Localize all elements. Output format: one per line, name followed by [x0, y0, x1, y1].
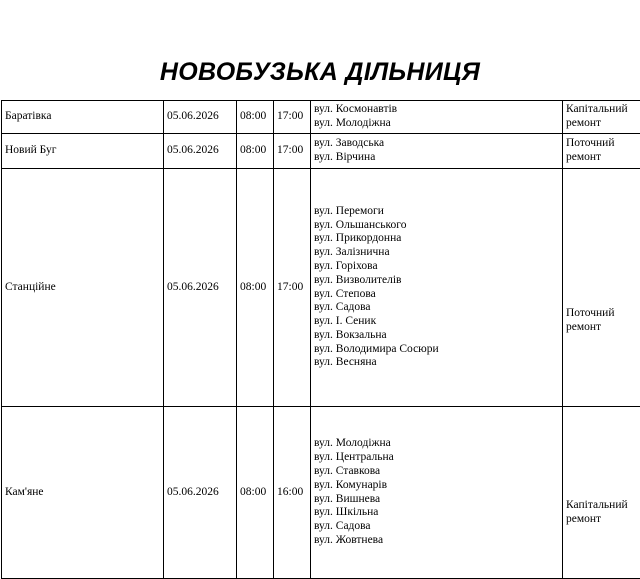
work-type-cell — [563, 407, 640, 579]
street-item: вул. Садова — [314, 301, 559, 315]
streets-cell — [311, 101, 563, 134]
street-item: вул. Космонавтів — [314, 103, 559, 117]
work-type-line: Поточний — [566, 137, 640, 151]
street-item: вул. Ольшанського — [314, 219, 559, 233]
work-type-line: Капітальний — [566, 103, 640, 117]
outage-schedule-table — [1, 100, 640, 579]
streets-cell — [311, 407, 563, 579]
date-cell: 05.06.2026 — [164, 407, 237, 579]
end-time-cell: 16:00 — [274, 407, 311, 579]
end-time-cell: 17:00 — [274, 101, 311, 134]
end-time-cell: 17:00 — [274, 169, 311, 407]
work-type-line: Капітальний — [566, 499, 640, 513]
work-type-line: Поточний — [566, 307, 640, 321]
street-item: вул. Горіхова — [314, 260, 559, 274]
work-type-line: ремонт — [566, 151, 640, 165]
work-type-line: ремонт — [566, 321, 640, 335]
work-type-line: ремонт — [566, 513, 640, 527]
street-item: вул. Заводська — [314, 137, 559, 151]
street-item: вул. Володимира Сосюри — [314, 343, 559, 357]
street-item: вул. Прикордонна — [314, 232, 559, 246]
street-item: вул. Шкільна — [314, 506, 559, 520]
start-time-cell: 08:00 — [237, 407, 274, 579]
streets-cell — [311, 134, 563, 169]
streets-cell — [311, 169, 563, 407]
street-item: вул. Вишнева — [314, 493, 559, 507]
street-item: вул. Молодіжна — [314, 437, 559, 451]
work-type-cell — [563, 101, 640, 134]
work-type-cell — [563, 134, 640, 169]
street-item: вул. Жовтнева — [314, 534, 559, 548]
street-item: вул. Вірчина — [314, 151, 559, 165]
street-item: вул. Садова — [314, 520, 559, 534]
street-item: вул. Комунарів — [314, 479, 559, 493]
table-row — [2, 407, 640, 579]
street-item: вул. Залізнична — [314, 246, 559, 260]
start-time-cell: 08:00 — [237, 101, 274, 134]
settlement-cell: Баратівка — [2, 101, 164, 134]
start-time-cell: 08:00 — [237, 169, 274, 407]
street-item: вул. Центральна — [314, 451, 559, 465]
date-cell: 05.06.2026 — [164, 101, 237, 134]
table-row — [2, 134, 640, 169]
date-cell: 05.06.2026 — [164, 134, 237, 169]
settlement-cell: Кам'яне — [2, 407, 164, 579]
street-item: вул. Вокзальна — [314, 329, 559, 343]
settlement-cell: Новий Буг — [2, 134, 164, 169]
start-time-cell: 08:00 — [237, 134, 274, 169]
street-item: вул. Степова — [314, 288, 559, 302]
date-cell: 05.06.2026 — [164, 169, 237, 407]
street-item: вул. Визволителів — [314, 274, 559, 288]
street-item: вул. І. Сеник — [314, 315, 559, 329]
street-item: вул. Перемоги — [314, 205, 559, 219]
settlement-cell: Станційне — [2, 169, 164, 407]
table-row — [2, 101, 640, 134]
work-type-line: ремонт — [566, 117, 640, 131]
end-time-cell: 17:00 — [274, 134, 311, 169]
street-item: вул. Молодіжна — [314, 117, 559, 131]
street-item: вул. Ставкова — [314, 465, 559, 479]
page-title: НОВОБУЗЬКА ДІЛЬНИЦЯ — [0, 56, 640, 88]
table-row — [2, 169, 640, 407]
work-type-cell — [563, 169, 640, 407]
street-item: вул. Весняна — [314, 356, 559, 370]
